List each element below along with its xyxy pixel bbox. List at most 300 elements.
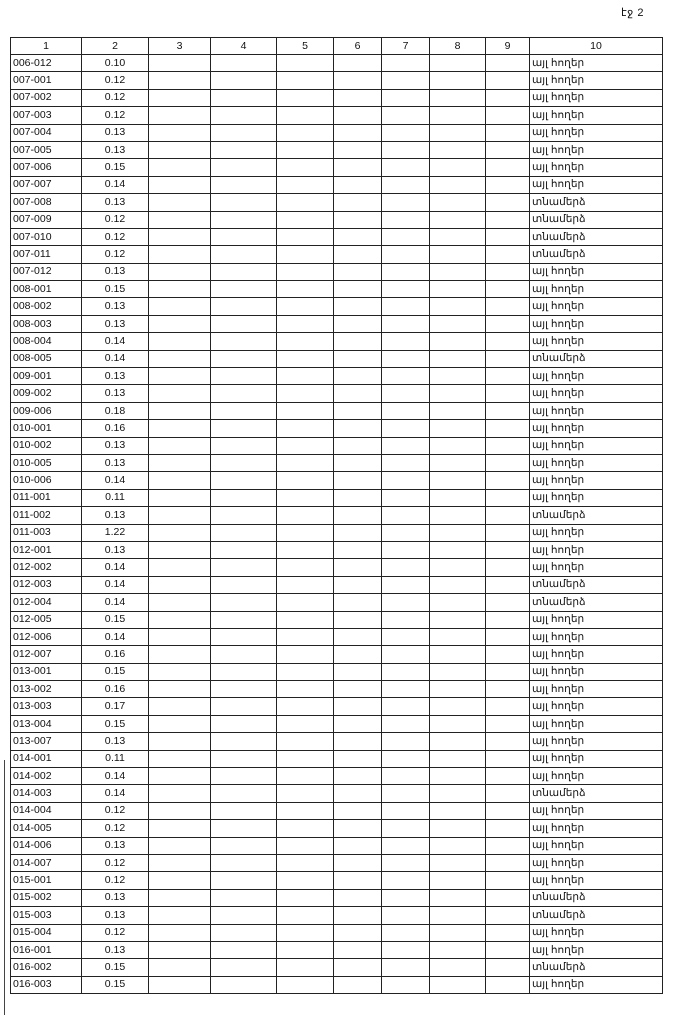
empty-cell — [334, 507, 382, 524]
table-row — [11, 854, 663, 871]
empty-cell — [486, 89, 530, 106]
empty-cell — [334, 176, 382, 193]
empty-cell — [211, 489, 277, 506]
empty-cell — [382, 368, 430, 385]
empty-cell — [430, 107, 486, 124]
parcel-code-cell: 006-012 — [11, 55, 82, 72]
empty-cell — [334, 402, 382, 419]
empty-cell — [486, 768, 530, 785]
column-header-6: 6 — [334, 38, 382, 55]
area-value-cell: 0.13 — [82, 837, 149, 854]
empty-cell — [334, 55, 382, 72]
empty-cell — [382, 820, 430, 837]
empty-cell — [486, 211, 530, 228]
land-type-cell: այլ հողեր — [530, 541, 663, 558]
table-row — [11, 524, 663, 541]
table-row — [11, 924, 663, 941]
parcel-code-cell: 015-002 — [11, 889, 82, 906]
empty-cell — [149, 768, 211, 785]
area-value-cell: 0.14 — [82, 176, 149, 193]
table-row — [11, 124, 663, 141]
area-value-cell: 0.15 — [82, 281, 149, 298]
area-value-cell: 0.12 — [82, 854, 149, 871]
empty-cell — [211, 420, 277, 437]
parcel-code-cell: 010-002 — [11, 437, 82, 454]
empty-cell — [430, 72, 486, 89]
land-type-cell: այլ հողեր — [530, 263, 663, 280]
empty-cell — [430, 872, 486, 889]
empty-cell — [430, 350, 486, 367]
table-row — [11, 872, 663, 889]
empty-cell — [382, 420, 430, 437]
table-row — [11, 802, 663, 819]
empty-cell — [277, 454, 334, 471]
area-value-cell: 0.13 — [82, 907, 149, 924]
empty-cell — [430, 454, 486, 471]
empty-cell — [149, 611, 211, 628]
empty-cell — [382, 194, 430, 211]
table-row — [11, 976, 663, 993]
area-value-cell: 0.14 — [82, 350, 149, 367]
table-row — [11, 281, 663, 298]
parcel-code-cell: 007-004 — [11, 124, 82, 141]
land-type-cell: այլ հողեր — [530, 402, 663, 419]
empty-cell — [334, 107, 382, 124]
empty-cell — [486, 472, 530, 489]
empty-cell — [486, 298, 530, 315]
empty-cell — [430, 924, 486, 941]
area-value-cell: 0.12 — [82, 89, 149, 106]
empty-cell — [277, 211, 334, 228]
empty-cell — [334, 472, 382, 489]
empty-cell — [382, 941, 430, 958]
empty-cell — [334, 437, 382, 454]
empty-cell — [149, 368, 211, 385]
empty-cell — [149, 281, 211, 298]
empty-cell — [382, 385, 430, 402]
area-value-cell: 0.13 — [82, 141, 149, 158]
empty-cell — [382, 698, 430, 715]
land-type-cell: տնամերձ — [530, 785, 663, 802]
empty-cell — [430, 246, 486, 263]
empty-cell — [382, 802, 430, 819]
area-value-cell: 0.13 — [82, 941, 149, 958]
empty-cell — [277, 350, 334, 367]
empty-cell — [277, 802, 334, 819]
empty-cell — [382, 402, 430, 419]
empty-cell — [382, 785, 430, 802]
empty-cell — [486, 907, 530, 924]
empty-cell — [334, 733, 382, 750]
parcel-code-cell: 009-006 — [11, 402, 82, 419]
empty-cell — [334, 350, 382, 367]
empty-cell — [430, 89, 486, 106]
area-value-cell: 0.11 — [82, 489, 149, 506]
empty-cell — [334, 681, 382, 698]
empty-cell — [334, 594, 382, 611]
empty-cell — [149, 750, 211, 767]
table-row — [11, 141, 663, 158]
table-row — [11, 559, 663, 576]
empty-cell — [430, 159, 486, 176]
empty-cell — [334, 368, 382, 385]
land-type-cell: այլ հողեր — [530, 315, 663, 332]
empty-cell — [486, 924, 530, 941]
area-value-cell: 0.12 — [82, 107, 149, 124]
empty-cell — [277, 698, 334, 715]
empty-cell — [430, 976, 486, 993]
empty-cell — [277, 733, 334, 750]
empty-cell — [211, 576, 277, 593]
empty-cell — [486, 733, 530, 750]
parcel-code-cell: 012-003 — [11, 576, 82, 593]
land-type-cell: այլ հողեր — [530, 663, 663, 680]
empty-cell — [334, 872, 382, 889]
empty-cell — [277, 715, 334, 732]
empty-cell — [382, 246, 430, 263]
empty-cell — [277, 872, 334, 889]
empty-cell — [486, 55, 530, 72]
empty-cell — [211, 315, 277, 332]
area-value-cell: 0.13 — [82, 889, 149, 906]
land-type-cell: տնամերձ — [530, 507, 663, 524]
parcel-code-cell: 007-005 — [11, 141, 82, 158]
empty-cell — [382, 924, 430, 941]
empty-cell — [430, 959, 486, 976]
empty-cell — [277, 854, 334, 871]
empty-cell — [486, 507, 530, 524]
empty-cell — [486, 141, 530, 158]
empty-cell — [486, 576, 530, 593]
land-type-cell: այլ հողեր — [530, 976, 663, 993]
empty-cell — [486, 489, 530, 506]
parcel-code-cell: 009-001 — [11, 368, 82, 385]
empty-cell — [486, 437, 530, 454]
land-type-cell: այլ հողեր — [530, 941, 663, 958]
table-row — [11, 298, 663, 315]
empty-cell — [486, 246, 530, 263]
table-row — [11, 315, 663, 332]
land-type-cell: այլ հողեր — [530, 802, 663, 819]
area-value-cell: 0.14 — [82, 628, 149, 645]
empty-cell — [277, 333, 334, 350]
empty-cell — [334, 385, 382, 402]
empty-cell — [211, 72, 277, 89]
empty-cell — [149, 820, 211, 837]
empty-cell — [211, 768, 277, 785]
empty-cell — [382, 854, 430, 871]
empty-cell — [334, 698, 382, 715]
land-type-cell: այլ հողեր — [530, 454, 663, 471]
empty-cell — [334, 837, 382, 854]
parcel-code-cell: 013-003 — [11, 698, 82, 715]
table-row — [11, 715, 663, 732]
empty-cell — [277, 646, 334, 663]
column-header-5: 5 — [277, 38, 334, 55]
land-type-cell: տնամերձ — [530, 246, 663, 263]
land-type-cell: այլ հողեր — [530, 159, 663, 176]
empty-cell — [277, 576, 334, 593]
empty-cell — [334, 89, 382, 106]
parcel-code-cell: 010-006 — [11, 472, 82, 489]
area-value-cell: 0.14 — [82, 333, 149, 350]
parcel-code-cell: 012-002 — [11, 559, 82, 576]
empty-cell — [430, 907, 486, 924]
area-value-cell: 0.13 — [82, 437, 149, 454]
land-type-cell: այլ հողեր — [530, 124, 663, 141]
empty-cell — [430, 437, 486, 454]
empty-cell — [211, 228, 277, 245]
empty-cell — [334, 924, 382, 941]
empty-cell — [149, 454, 211, 471]
area-value-cell: 0.12 — [82, 872, 149, 889]
empty-cell — [211, 628, 277, 645]
empty-cell — [486, 368, 530, 385]
empty-cell — [211, 698, 277, 715]
empty-cell — [430, 576, 486, 593]
empty-cell — [382, 55, 430, 72]
empty-cell — [382, 681, 430, 698]
empty-cell — [277, 402, 334, 419]
empty-cell — [211, 298, 277, 315]
parcel-code-cell: 011-001 — [11, 489, 82, 506]
table-row — [11, 246, 663, 263]
empty-cell — [430, 889, 486, 906]
empty-cell — [334, 959, 382, 976]
empty-cell — [486, 559, 530, 576]
parcel-code-cell: 011-003 — [11, 524, 82, 541]
empty-cell — [277, 420, 334, 437]
parcel-code-cell: 007-006 — [11, 159, 82, 176]
empty-cell — [277, 750, 334, 767]
land-type-cell: այլ հողեր — [530, 768, 663, 785]
empty-cell — [486, 628, 530, 645]
table-row — [11, 941, 663, 958]
empty-cell — [149, 141, 211, 158]
empty-cell — [211, 663, 277, 680]
land-type-cell: այլ հողեր — [530, 872, 663, 889]
empty-cell — [430, 663, 486, 680]
empty-cell — [149, 350, 211, 367]
area-value-cell: 0.14 — [82, 559, 149, 576]
area-value-cell: 0.13 — [82, 298, 149, 315]
empty-cell — [149, 211, 211, 228]
area-value-cell: 0.15 — [82, 159, 149, 176]
area-value-cell: 0.16 — [82, 420, 149, 437]
area-value-cell: 0.12 — [82, 802, 149, 819]
empty-cell — [334, 281, 382, 298]
table-row — [11, 541, 663, 558]
empty-cell — [430, 715, 486, 732]
empty-cell — [486, 663, 530, 680]
area-value-cell: 0.14 — [82, 768, 149, 785]
land-type-cell: տնամերձ — [530, 907, 663, 924]
empty-cell — [334, 333, 382, 350]
parcel-code-cell: 007-011 — [11, 246, 82, 263]
area-value-cell: 0.12 — [82, 924, 149, 941]
empty-cell — [334, 298, 382, 315]
area-value-cell: 0.14 — [82, 472, 149, 489]
empty-cell — [486, 889, 530, 906]
area-value-cell: 0.15 — [82, 976, 149, 993]
empty-cell — [211, 368, 277, 385]
empty-cell — [334, 559, 382, 576]
empty-cell — [486, 281, 530, 298]
land-type-cell: այլ հողեր — [530, 646, 663, 663]
land-type-cell: այլ հողեր — [530, 698, 663, 715]
empty-cell — [277, 837, 334, 854]
table-row — [11, 750, 663, 767]
parcel-code-cell: 014-004 — [11, 802, 82, 819]
empty-cell — [334, 820, 382, 837]
empty-cell — [382, 350, 430, 367]
empty-cell — [149, 176, 211, 193]
area-value-cell: 0.15 — [82, 611, 149, 628]
empty-cell — [277, 611, 334, 628]
table-row — [11, 350, 663, 367]
table-row — [11, 733, 663, 750]
land-type-cell: այլ հողեր — [530, 733, 663, 750]
empty-cell — [486, 524, 530, 541]
empty-cell — [277, 176, 334, 193]
land-type-cell: տնամերձ — [530, 228, 663, 245]
empty-cell — [486, 941, 530, 958]
empty-cell — [277, 124, 334, 141]
empty-cell — [486, 176, 530, 193]
empty-cell — [430, 733, 486, 750]
empty-cell — [277, 820, 334, 837]
land-type-cell: այլ հողեր — [530, 628, 663, 645]
table-row — [11, 454, 663, 471]
empty-cell — [430, 611, 486, 628]
land-type-cell: տնամերձ — [530, 350, 663, 367]
empty-cell — [277, 315, 334, 332]
empty-cell — [382, 715, 430, 732]
empty-cell — [149, 715, 211, 732]
empty-cell — [334, 715, 382, 732]
land-type-cell: այլ հողեր — [530, 924, 663, 941]
empty-cell — [277, 141, 334, 158]
empty-cell — [211, 176, 277, 193]
parcel-code-cell: 010-001 — [11, 420, 82, 437]
empty-cell — [149, 681, 211, 698]
empty-cell — [211, 211, 277, 228]
empty-cell — [334, 854, 382, 871]
empty-cell — [149, 889, 211, 906]
empty-cell — [211, 976, 277, 993]
empty-cell — [382, 141, 430, 158]
empty-cell — [382, 837, 430, 854]
empty-cell — [211, 750, 277, 767]
area-value-cell: 0.13 — [82, 194, 149, 211]
empty-cell — [277, 594, 334, 611]
empty-cell — [211, 646, 277, 663]
empty-cell — [211, 333, 277, 350]
empty-cell — [334, 768, 382, 785]
empty-cell — [486, 72, 530, 89]
empty-cell — [211, 107, 277, 124]
empty-cell — [382, 437, 430, 454]
empty-cell — [334, 246, 382, 263]
table-row — [11, 194, 663, 211]
empty-cell — [334, 576, 382, 593]
empty-cell — [211, 472, 277, 489]
empty-cell — [277, 924, 334, 941]
empty-cell — [486, 124, 530, 141]
empty-cell — [211, 872, 277, 889]
table-row — [11, 628, 663, 645]
table-row — [11, 698, 663, 715]
parcel-code-cell: 016-003 — [11, 976, 82, 993]
empty-cell — [382, 298, 430, 315]
empty-cell — [277, 55, 334, 72]
table-row — [11, 228, 663, 245]
empty-cell — [277, 89, 334, 106]
table-row — [11, 402, 663, 419]
empty-cell — [149, 646, 211, 663]
area-value-cell: 0.12 — [82, 211, 149, 228]
table-row — [11, 368, 663, 385]
empty-cell — [382, 959, 430, 976]
parcel-code-cell: 007-003 — [11, 107, 82, 124]
empty-cell — [211, 437, 277, 454]
empty-cell — [334, 628, 382, 645]
empty-cell — [430, 228, 486, 245]
empty-cell — [382, 124, 430, 141]
empty-cell — [277, 246, 334, 263]
empty-cell — [211, 594, 277, 611]
empty-cell — [382, 663, 430, 680]
land-type-cell: այլ հողեր — [530, 559, 663, 576]
empty-cell — [334, 263, 382, 280]
land-type-cell: այլ հողեր — [530, 72, 663, 89]
column-header-1: 1 — [11, 38, 82, 55]
empty-cell — [430, 559, 486, 576]
empty-cell — [149, 72, 211, 89]
empty-cell — [149, 489, 211, 506]
empty-cell — [211, 802, 277, 819]
parcel-code-cell: 014-005 — [11, 820, 82, 837]
empty-cell — [334, 228, 382, 245]
empty-cell — [277, 194, 334, 211]
empty-cell — [382, 907, 430, 924]
column-header-4: 4 — [211, 38, 277, 55]
empty-cell — [211, 524, 277, 541]
column-header-3: 3 — [149, 38, 211, 55]
parcel-code-cell: 007-007 — [11, 176, 82, 193]
empty-cell — [382, 263, 430, 280]
land-type-cell: տնամերձ — [530, 576, 663, 593]
empty-cell — [149, 385, 211, 402]
table-row — [11, 576, 663, 593]
parcel-code-cell: 008-002 — [11, 298, 82, 315]
empty-cell — [486, 194, 530, 211]
empty-cell — [149, 576, 211, 593]
table-row — [11, 211, 663, 228]
empty-cell — [149, 802, 211, 819]
parcel-code-cell: 015-003 — [11, 907, 82, 924]
area-value-cell: 0.13 — [82, 124, 149, 141]
area-value-cell: 0.13 — [82, 263, 149, 280]
empty-cell — [486, 611, 530, 628]
land-type-cell: այլ հողեր — [530, 55, 663, 72]
table-row — [11, 333, 663, 350]
empty-cell — [277, 507, 334, 524]
empty-cell — [430, 489, 486, 506]
empty-cell — [211, 959, 277, 976]
empty-cell — [382, 594, 430, 611]
table-row — [11, 594, 663, 611]
